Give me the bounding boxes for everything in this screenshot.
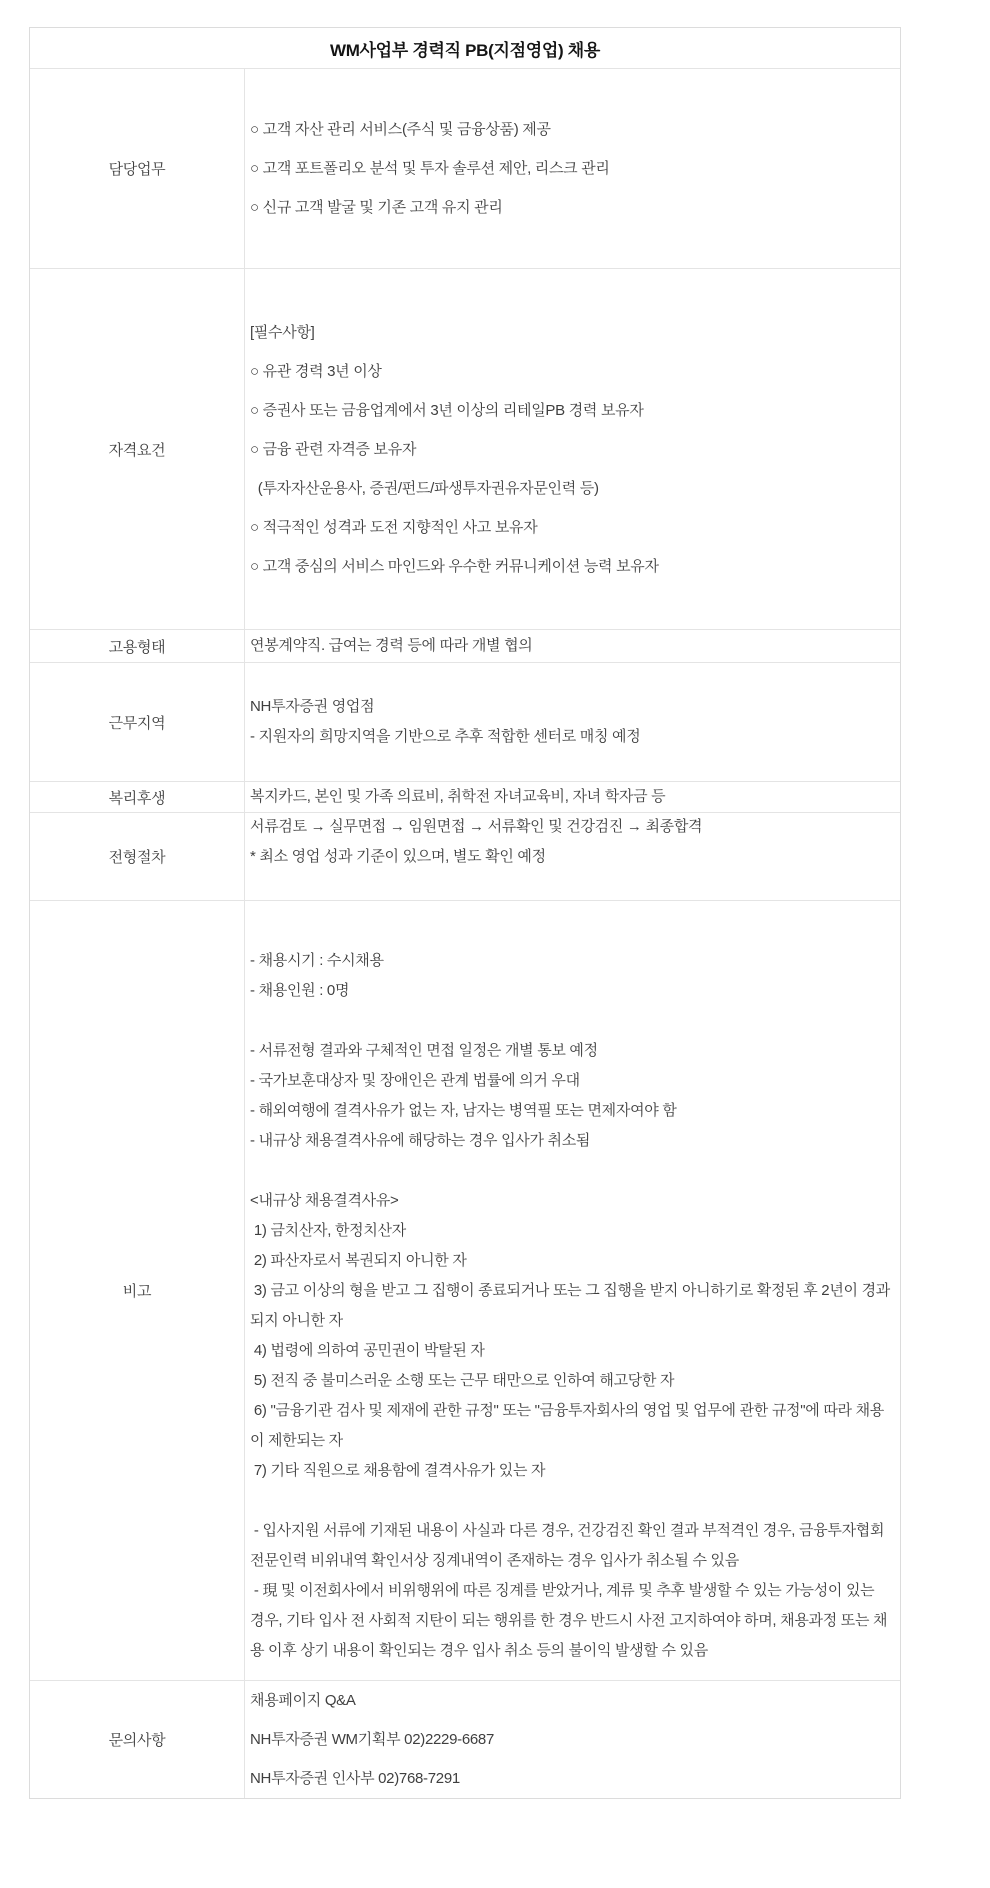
- page-title: WM사업부 경력직 PB(지점영업) 채용: [329, 40, 601, 60]
- content-line: ○ 고객 자산 관리 서비스(주식 및 금융상품) 제공: [250, 121, 551, 138]
- row-label: 복리후생: [30, 782, 245, 812]
- row-content: [245, 630, 900, 662]
- table-row-work-location: [30, 662, 900, 781]
- content-line: [250, 872, 892, 901]
- row-content: [245, 69, 900, 268]
- content-line: 2) 파산자로서 복권되지 아니한 자: [250, 1251, 467, 1269]
- content-line: [250, 1006, 892, 1036]
- job-posting-table: [29, 27, 901, 1799]
- content-line: 복지카드, 본인 및 가족 의료비, 취학전 자녀교육비, 자녀 학자금 등: [250, 788, 666, 805]
- content-line: - 채용시기 : 수시채용: [250, 951, 384, 969]
- content-line: [250, 916, 892, 946]
- content-line: 4) 법령에 의하여 공민권이 박탈된 자: [250, 1341, 485, 1359]
- content-line: [250, 1156, 892, 1186]
- content-line: * 최소 영업 성과 기준이 있으며, 별도 확인 예정: [250, 847, 546, 865]
- row-label: 비고: [30, 901, 245, 1680]
- row-label: 근무지역: [30, 663, 245, 781]
- content-line: NH투자증권 인사부 02)768-7291: [250, 1770, 460, 1787]
- content-line: 채용페이지 Q&A: [250, 1692, 356, 1709]
- content-line: 1) 금치산자, 한정치산자: [250, 1221, 406, 1239]
- content-line: ○ 고객 포트폴리오 분석 및 투자 솔루션 제안, 리스크 관리: [250, 160, 610, 177]
- content-line: - 現 및 이전회사에서 비위행위에 따른 징계를 받았거나, 계류 및 추후 발생할 수 있는 가능성이 있는 경우, 기타 입사 전 사회적 지탄이 되는 행위를 한 경우 반드시 사전 고지하여야 하며, 채용과정 또는 채용 이후 상기 내용이 확인되는 경우 입사 취소 등의 불이익 발생할 수 있음: [250, 1581, 888, 1659]
- content-line: (투자자산운용사, 증권/펀드/파생투자권유자문인력 등): [250, 479, 599, 497]
- content-line: ○ 적극적인 성격과 도전 지향적인 사고 보유자: [250, 518, 538, 536]
- content-line: NH투자증권 영업점: [250, 698, 375, 715]
- row-label: 문의사항: [30, 1681, 245, 1798]
- content-line: ○ 증권사 또는 금융업계에서 3년 이상의 리테일PB 경력 보유자: [250, 401, 644, 419]
- row-content: [245, 782, 900, 812]
- row-content: [245, 813, 900, 900]
- content-line: ○ 유관 경력 3년 이상: [250, 362, 382, 380]
- table-row-duties: [30, 68, 900, 268]
- content-line: NH투자증권 WM기획부 02)2229-6687: [250, 1731, 494, 1748]
- content-line: [250, 1486, 892, 1516]
- table-row-selection-process: [30, 812, 900, 900]
- content-line: ○ 신규 고객 발굴 및 기존 고객 유지 관리: [250, 199, 503, 216]
- content-line: [필수사항]: [250, 323, 315, 341]
- row-label: 담당업무: [30, 69, 245, 268]
- table-row-employment-type: [30, 629, 900, 662]
- table-row-benefits: [30, 781, 900, 812]
- content-line: - 서류전형 결과와 구체적인 면접 일정은 개별 통보 예정: [250, 1041, 598, 1059]
- row-label: 자격요건: [30, 269, 245, 629]
- row-label: 전형절차: [30, 813, 245, 900]
- content-line: - 해외여행에 결격사유가 없는 자, 남자는 병역필 또는 면제자여야 함: [250, 1101, 677, 1119]
- table-row-contact: [30, 1680, 900, 1798]
- content-line: - 국가보훈대상자 및 장애인은 관계 법률에 의거 우대: [250, 1071, 580, 1089]
- row-content: [245, 269, 900, 629]
- content-line: 5) 전직 중 불미스러운 소행 또는 근무 태만으로 인하여 해고당한 자: [250, 1371, 675, 1389]
- content-line: - 지원자의 희망지역을 기반으로 추후 적합한 센터로 매칭 예정: [250, 728, 641, 745]
- content-line: 서류검토 → 실무면접 → 임원면접 → 서류확인 및 건강검진 → 최종합격: [250, 817, 703, 835]
- table-row-qualifications: [30, 268, 900, 629]
- content-line: 연봉계약직. 급여는 경력 등에 따라 개별 협의: [250, 637, 533, 654]
- content-line: - 채용인원 : 0명: [250, 981, 350, 999]
- table-row-notes: [30, 900, 900, 1680]
- content-line: ○ 금융 관련 자격증 보유자: [250, 440, 417, 458]
- row-content: [245, 901, 900, 1680]
- content-line: 3) 금고 이상의 형을 받고 그 집행이 종료되거나 또는 그 집행을 받지 아니하기로 확정된 후 2년이 경과되지 아니한 자: [250, 1281, 890, 1329]
- row-content: [245, 1681, 900, 1798]
- content-line: 6) "금융기관 검사 및 제재에 관한 규정" 또는 "금융투자회사의 영업 및 업무에 관한 규정"에 따라 채용이 제한되는 자: [250, 1401, 884, 1449]
- row-content: [245, 663, 900, 781]
- content-line: <내규상 채용결격사유>: [250, 1191, 399, 1209]
- content-line: - 입사지원 서류에 기재된 내용이 사실과 다른 경우, 건강검진 확인 결과 부적격인 경우, 금융투자협회 전문인력 비위내역 확인서상 징계내역이 존재하는 경우 입사가 취소될 수 있음: [250, 1521, 889, 1569]
- content-line: - 내규상 채용결격사유에 해당하는 경우 입사가 취소됨: [250, 1131, 591, 1149]
- table-header-row: [30, 28, 900, 68]
- row-label: 고용형태: [30, 630, 245, 662]
- content-line: 7) 기타 직원으로 채용함에 결격사유가 있는 자: [250, 1461, 546, 1479]
- content-line: ○ 고객 중심의 서비스 마인드와 우수한 커뮤니케이션 능력 보유자: [250, 557, 659, 575]
